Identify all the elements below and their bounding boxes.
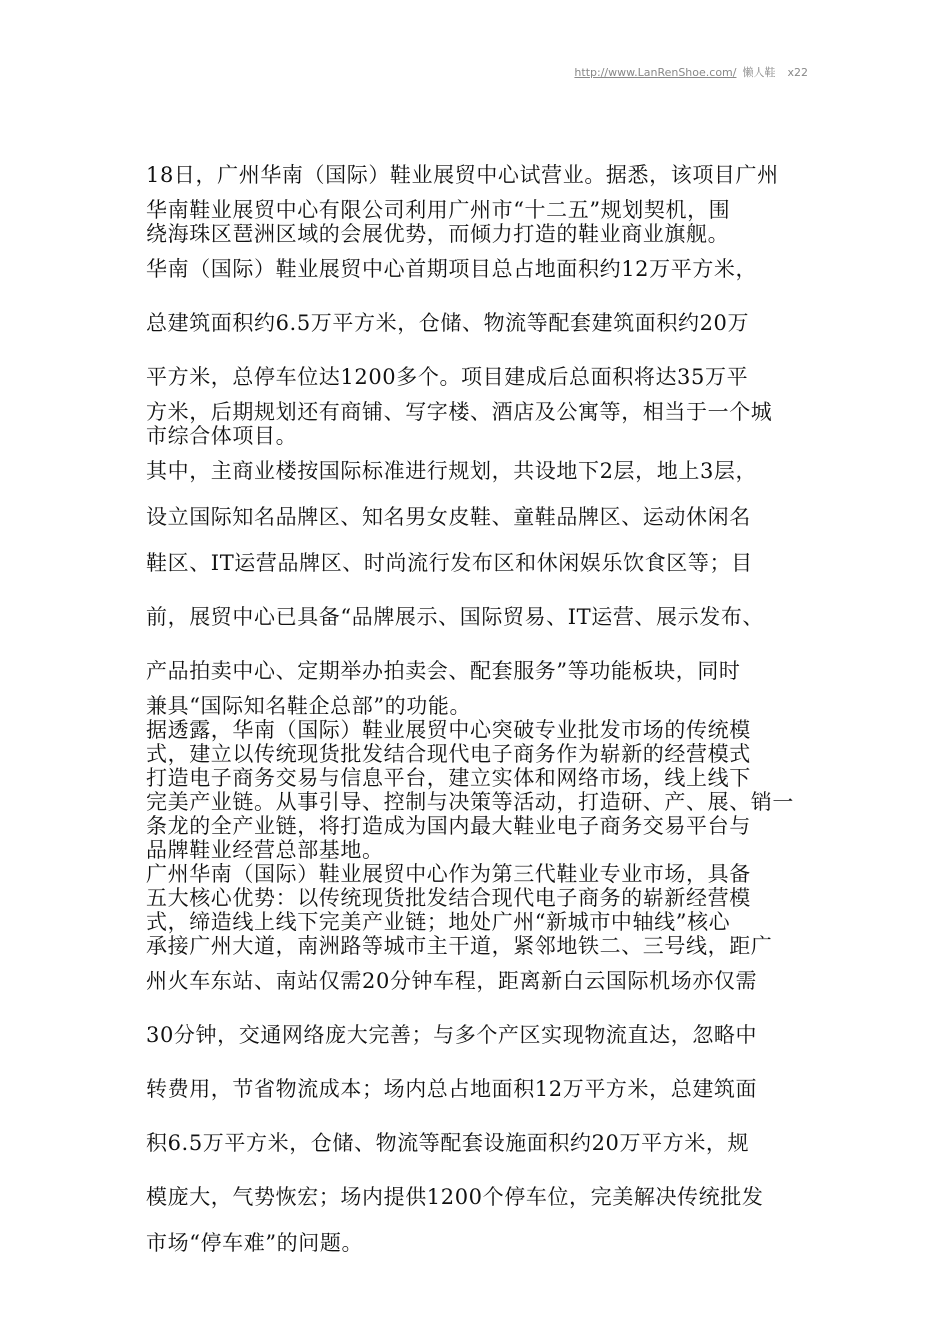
page-header xyxy=(574,64,808,80)
text-line: 据透露，华南（国际）鞋业展贸中心突破专业批发市场的传统模 xyxy=(146,718,751,742)
text-line: 广州华南（国际）鞋业展贸中心作为第三代鞋业专业市场，具备 xyxy=(146,862,751,886)
text-line: 平方米，总停车位达1200多个。项目建成后总面积将达35万平 xyxy=(146,365,749,389)
text-line: 州火车东站、南站仅需20分钟车程，距离新白云国际机场亦仅需 xyxy=(146,969,758,993)
text-line: 其中，主商业楼按国际标准进行规划，共设地下2层，地上3层， xyxy=(146,459,758,483)
text-line: 方米，后期规划还有商铺、写字楼、酒店及公寓等，相当于一个城 xyxy=(146,400,773,424)
site-name: 懒人鞋 xyxy=(742,66,776,79)
text-line: 设立国际知名品牌区、知名男女皮鞋、童鞋品牌区、运动休闲名 xyxy=(146,505,751,529)
text-line: 完美产业链。从事引导、控制与决策等活动，打造研、产、展、销一 xyxy=(146,790,794,814)
text-line: 品牌鞋业经营总部基地。 xyxy=(146,838,384,862)
text-line: 总建筑面积约6.5万平方米，仓储、物流等配套建筑面积约20万 xyxy=(146,311,750,335)
text-line: 转费用，节省物流成本；场内总占地面积12万平方米，总建筑面 xyxy=(146,1077,758,1101)
text-line: 五大核心优势：以传统现货批发结合现代电子商务的崭新经营模 xyxy=(146,886,751,910)
text-line: 式，建立以传统现货批发结合现代电子商务作为崭新的经营模式 xyxy=(146,742,751,766)
text-line: 市综合体项目。 xyxy=(146,424,298,448)
text-line: 承接广州大道，南洲路等城市主干道，紧邻地铁二、三号线，距广 xyxy=(146,934,773,958)
text-line: 式，缔造线上线下完美产业链；地处广州“新城市中轴线”核心 xyxy=(146,910,731,934)
text-line: 兼具“国际知名鞋企总部”的功能。 xyxy=(146,694,472,718)
text-line: 积6.5万平方米，仓储、物流等配套设施面积约20万平方米，规 xyxy=(146,1131,750,1155)
text-line: 市场“停车难”的问题。 xyxy=(146,1231,364,1255)
text-line: 产品拍卖中心、定期举办拍卖会、配套服务”等功能板块，同时 xyxy=(146,659,741,683)
text-line: 条龙的全产业链，将打造成为国内最大鞋业电子商务交易平台与 xyxy=(146,814,751,838)
text-line: 前，展贸中心已具备“品牌展示、国际贸易、IT运营、展示发布、 xyxy=(146,605,765,629)
text-line: 华南鞋业展贸中心有限公司利用广州市“十二五”规划契机，围 xyxy=(146,198,731,222)
page-code: x22 xyxy=(787,66,808,79)
site-url-link[interactable]: http://www.LanRenShoe.com/ xyxy=(574,66,737,79)
text-line: 打造电子商务交易与信息平台，建立实体和网络市场，线上线下 xyxy=(146,766,751,790)
text-line: 30分钟，交通网络庞大完善；与多个产区实现物流直达，忽略中 xyxy=(146,1023,758,1047)
text-line: 鞋区、IT运营品牌区、时尚流行发布区和休闲娱乐饮食区等；目 xyxy=(146,551,753,575)
text-line: 华南（国际）鞋业展贸中心首期项目总占地面积约12万平方米， xyxy=(146,257,758,281)
text-line: 18日，广州华南（国际）鞋业展贸中心试营业。据悉，该项目广州 xyxy=(146,163,779,187)
article-body xyxy=(146,152,810,1266)
text-line: 模庞大，气势恢宏；场内提供1200个停车位，完美解决传统批发 xyxy=(146,1185,764,1209)
text-line: 绕海珠区琶洲区域的会展优势，而倾力打造的鞋业商业旗舰。 xyxy=(146,222,730,246)
